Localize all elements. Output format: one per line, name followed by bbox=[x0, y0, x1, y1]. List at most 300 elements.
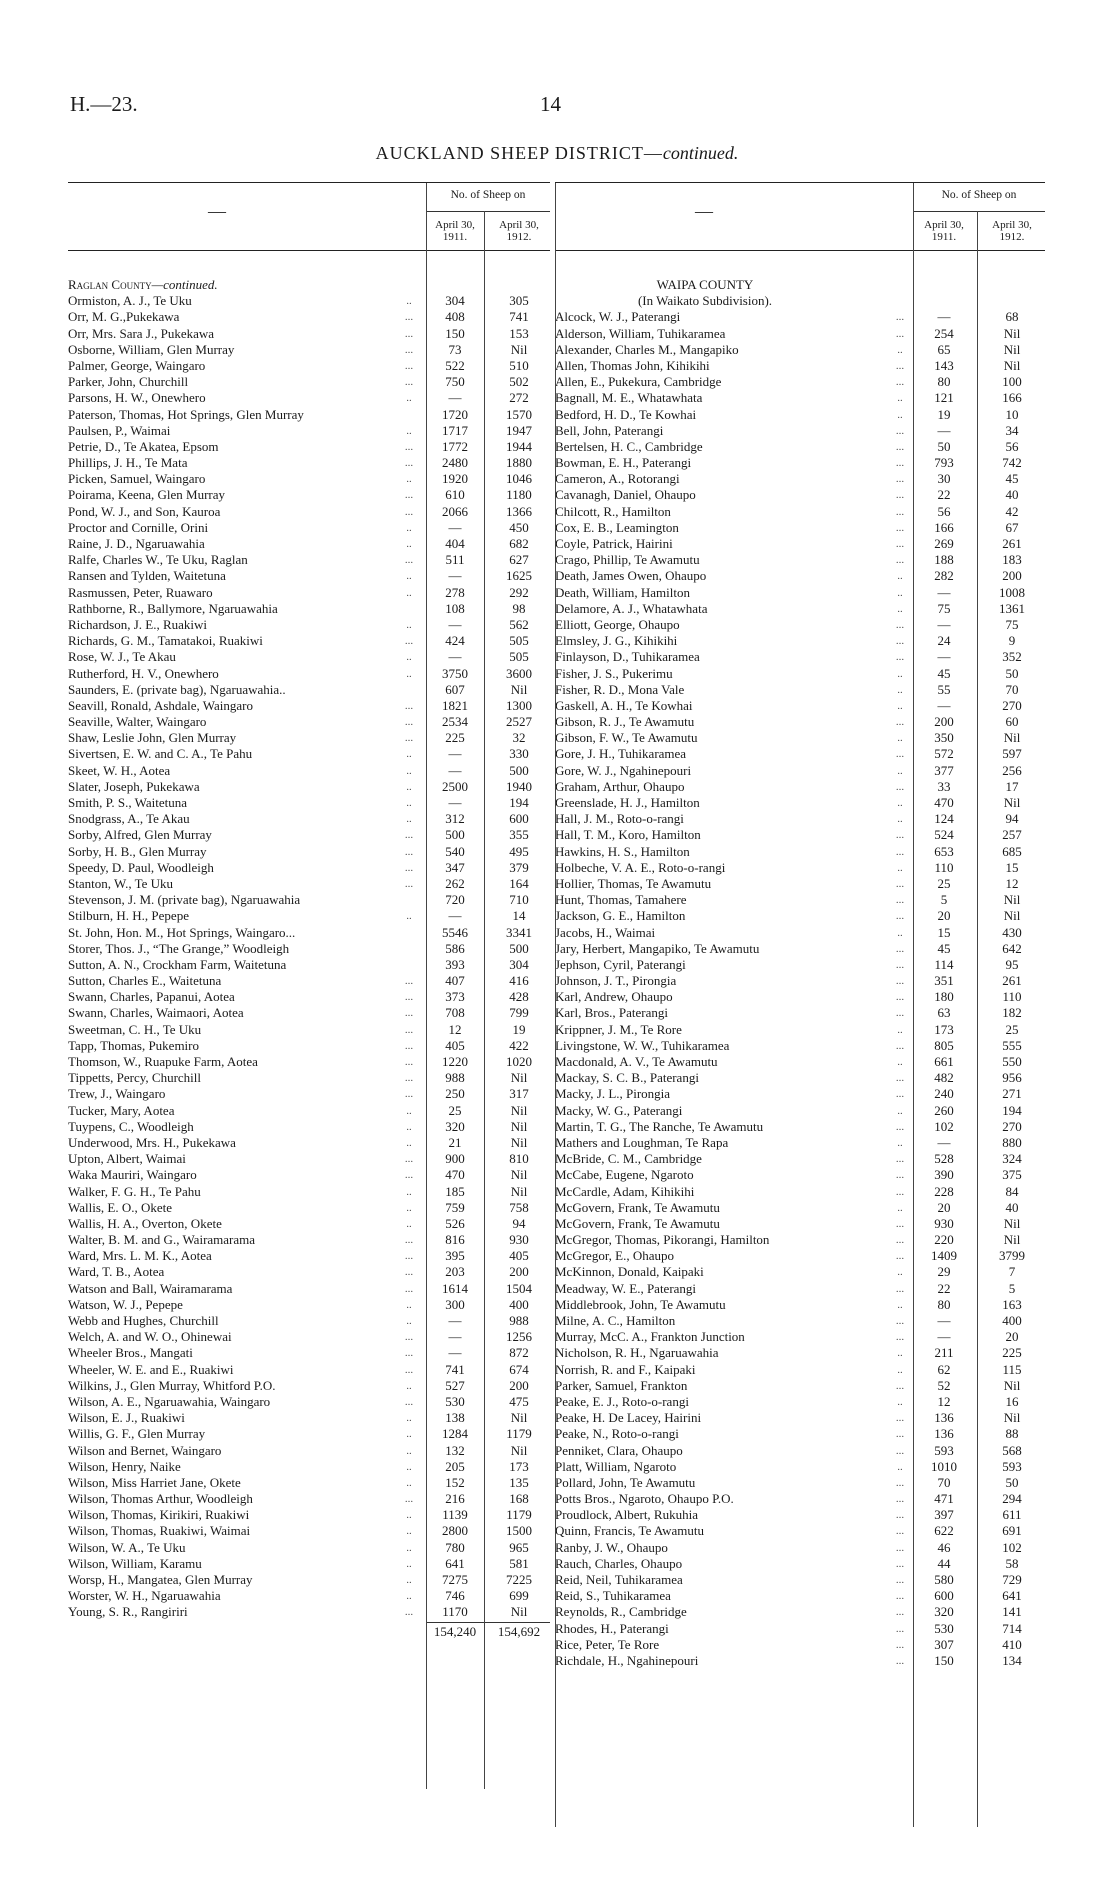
sheep-1912: 600 bbox=[509, 811, 529, 827]
leader-dots: ... bbox=[404, 489, 414, 502]
sheep-1911: 250 bbox=[445, 1086, 465, 1102]
owner-name: Penniket, Clara, Ohaupo bbox=[555, 1442, 683, 1458]
leader-dots: .. bbox=[897, 699, 903, 712]
sheep-1912: Nil bbox=[510, 1410, 528, 1426]
sheep-1911: 19 bbox=[937, 406, 951, 422]
table-row bbox=[555, 876, 1045, 892]
sheep-1912: 510 bbox=[509, 357, 529, 373]
header-divider bbox=[484, 211, 485, 250]
table-row bbox=[68, 666, 550, 682]
table-row bbox=[68, 1394, 550, 1410]
sheep-1912: 1947 bbox=[506, 422, 532, 438]
sheep-1912: 3600 bbox=[506, 665, 532, 681]
sheep-1911: 80 bbox=[937, 374, 951, 390]
leader-dots: ... bbox=[895, 1606, 905, 1619]
table-row bbox=[68, 989, 550, 1005]
table-row bbox=[68, 552, 550, 568]
sheep-1911: — bbox=[937, 697, 951, 713]
table-row bbox=[555, 1103, 1045, 1119]
table-row bbox=[68, 827, 550, 843]
sheep-1911: — bbox=[448, 616, 462, 632]
owner-name: McKinnon, Donald, Kaipaki bbox=[555, 1264, 704, 1280]
owner-name: Martin, T. G., The Ranche, Te Awamutu bbox=[555, 1118, 764, 1134]
sheep-1912: 400 bbox=[1002, 1313, 1022, 1328]
table-row bbox=[68, 439, 550, 455]
owner-name: Livingstone, W. W., Tuhikaramea bbox=[555, 1037, 730, 1053]
sheep-1911: 1409 bbox=[931, 1248, 957, 1264]
owner-name: Orr, M. G.,Pukekawa bbox=[68, 309, 180, 325]
table-row bbox=[555, 666, 1045, 682]
sheep-1912: 562 bbox=[509, 616, 529, 632]
leader-dots: .. bbox=[406, 538, 412, 550]
owner-name: Wilson, Thomas Arthur, Woodleigh bbox=[68, 1491, 253, 1507]
header-group-rule bbox=[426, 211, 550, 212]
sheep-1912: Nil bbox=[1003, 357, 1021, 373]
sheep-1912: Nil bbox=[1003, 1377, 1021, 1393]
sheep-1912: 1940 bbox=[506, 778, 532, 794]
leader-dots: ... bbox=[404, 716, 414, 729]
header-group-label: No. of Sheep on bbox=[450, 189, 526, 201]
header-divider bbox=[977, 211, 978, 250]
table-row bbox=[555, 763, 1045, 779]
owner-name: Parsons, H. W., Onewhero bbox=[68, 390, 206, 406]
table-row bbox=[555, 455, 1045, 471]
owner-name: Hollier, Thomas, Te Awamutu bbox=[555, 875, 712, 891]
sheep-1911: 641 bbox=[445, 1555, 465, 1571]
table-row bbox=[68, 892, 550, 908]
sheep-1911: — bbox=[448, 908, 462, 924]
sheep-1912: 60 bbox=[1005, 714, 1019, 730]
owner-name: Proudlock, Albert, Rukuhia bbox=[555, 1507, 698, 1523]
leader-dots: .. bbox=[406, 586, 412, 599]
sheep-1911: 108 bbox=[445, 600, 465, 616]
table-row bbox=[555, 1588, 1045, 1604]
sheep-1911: 25 bbox=[448, 1102, 462, 1118]
table-row bbox=[68, 1167, 550, 1183]
sheep-1912: 292 bbox=[509, 584, 529, 600]
table-row bbox=[555, 1086, 1045, 1102]
owner-name: Rauch, Charles, Ohaupo bbox=[555, 1555, 683, 1571]
sheep-1911: 166 bbox=[934, 519, 954, 535]
table-row bbox=[68, 1151, 550, 1167]
table-row bbox=[68, 1491, 550, 1507]
total-1911: 154,240 bbox=[433, 1623, 477, 1639]
sheep-1911: 25 bbox=[937, 875, 951, 891]
sheep-1911: 720 bbox=[445, 892, 465, 908]
table-row bbox=[555, 1394, 1045, 1410]
leader-dots: ... bbox=[895, 489, 905, 502]
owner-name: Wilson, A. E., Ngaruawahia, Waingaro bbox=[68, 1393, 271, 1409]
sheep-1912: Nil bbox=[1003, 325, 1021, 341]
leader-dots: .. bbox=[406, 570, 412, 583]
owner-name: Wilson, William, Karamu bbox=[68, 1555, 202, 1571]
sheep-1911: 132 bbox=[445, 1442, 465, 1458]
sheep-1912: 500 bbox=[509, 762, 529, 778]
owner-name: Saunders, E. (private bag), Ngaruawahia.. bbox=[68, 681, 286, 697]
sheep-1912: 194 bbox=[509, 795, 529, 810]
owner-name: Allen, Thomas John, Kihikihi bbox=[555, 357, 710, 373]
leader-dots: ... bbox=[404, 1056, 414, 1068]
sheep-1912: 410 bbox=[1002, 1636, 1022, 1652]
owner-name: Webb and Hughes, Churchill bbox=[68, 1313, 219, 1328]
sheep-1911: 397 bbox=[934, 1507, 954, 1523]
leader-dots: ... bbox=[895, 538, 905, 550]
leader-dots: .. bbox=[406, 651, 412, 664]
table-row bbox=[68, 407, 550, 423]
leader-dots: ... bbox=[404, 1331, 414, 1344]
sheep-1912: 710 bbox=[509, 892, 529, 908]
owner-name: Skeet, W. H., Aotea bbox=[68, 762, 171, 778]
table-row bbox=[68, 1216, 550, 1232]
sheep-1911: 307 bbox=[934, 1636, 954, 1652]
sheep-1911: — bbox=[448, 762, 462, 778]
table-row bbox=[555, 1540, 1045, 1556]
table-row bbox=[555, 1523, 1045, 1539]
sheep-1912: 880 bbox=[1002, 1134, 1022, 1150]
sheep-1911: — bbox=[448, 795, 462, 810]
sheep-1912: 173 bbox=[509, 1458, 529, 1474]
table-row bbox=[555, 1507, 1045, 1523]
owner-name: Wilson, W. A., Te Uku bbox=[68, 1539, 186, 1555]
owner-name: Jephson, Cyril, Paterangi bbox=[555, 956, 686, 972]
owner-name: McGovern, Frank, Te Awamutu bbox=[555, 1199, 720, 1215]
owner-name: Paterson, Thomas, Hot Springs, Glen Murray bbox=[68, 406, 304, 422]
owner-name: Bedford, H. D., Te Kowhai bbox=[555, 406, 697, 422]
owner-name: Meadway, W. E., Paterangi bbox=[555, 1280, 697, 1296]
leader-dots: ... bbox=[895, 1072, 905, 1085]
sheep-1912: 324 bbox=[1002, 1151, 1022, 1167]
leader-dots: .. bbox=[406, 521, 412, 534]
sheep-1912: 3799 bbox=[999, 1248, 1025, 1264]
owner-name: Death, William, Hamilton bbox=[555, 584, 690, 600]
sheep-1911: 404 bbox=[445, 536, 465, 551]
table-row bbox=[68, 585, 550, 601]
leader-dots: ... bbox=[895, 1007, 905, 1020]
leader-dots: ... bbox=[404, 376, 414, 389]
sheep-1912: 166 bbox=[1002, 390, 1022, 406]
right-table bbox=[555, 182, 1045, 1669]
leader-dots: ... bbox=[404, 1007, 414, 1020]
sheep-1912: 1361 bbox=[999, 600, 1025, 616]
owner-name: Middlebrook, John, Te Awamutu bbox=[555, 1296, 726, 1312]
leader-dots: ... bbox=[895, 1541, 905, 1554]
leader-dots: ... bbox=[895, 1282, 905, 1295]
sheep-1911: 347 bbox=[445, 859, 465, 875]
sheep-1912: 95 bbox=[1005, 956, 1019, 972]
owner-name: McCardle, Adam, Kihikihi bbox=[555, 1183, 695, 1199]
leader-dots: .. bbox=[897, 570, 903, 583]
leader-dots: .. bbox=[897, 764, 903, 777]
owner-name: Richards, G. M., Tamatakoi, Ruakiwi bbox=[68, 633, 263, 649]
sheep-1911: 55 bbox=[937, 681, 951, 697]
table-row bbox=[68, 1410, 550, 1426]
sheep-1912: 98 bbox=[512, 600, 526, 616]
table-row bbox=[68, 1248, 550, 1264]
leader-dots: ... bbox=[895, 1250, 905, 1263]
table-row bbox=[68, 1362, 550, 1378]
section-subheading: (In Waikato Subdivision). bbox=[637, 293, 773, 309]
table-row bbox=[68, 1200, 550, 1216]
sheep-1912: 682 bbox=[509, 536, 529, 551]
owner-name: Waka Mauriri, Waingaro bbox=[68, 1167, 197, 1183]
leader-dots: .. bbox=[897, 1023, 903, 1036]
sheep-1912: Nil bbox=[1003, 1232, 1021, 1248]
owner-name: Pollard, John, Te Awamutu bbox=[555, 1474, 696, 1490]
sheep-1912: 134 bbox=[1002, 1652, 1022, 1668]
left-table bbox=[68, 182, 550, 1643]
leader-dots: .. bbox=[406, 1525, 412, 1538]
sheep-1911: 408 bbox=[445, 309, 465, 325]
leader-dots: ... bbox=[895, 505, 905, 518]
sheep-1911: 527 bbox=[445, 1377, 465, 1393]
leader-dots: .. bbox=[406, 1379, 412, 1392]
table-row bbox=[68, 1054, 550, 1070]
table-row bbox=[555, 908, 1045, 924]
leader-dots: ... bbox=[895, 991, 905, 1004]
owner-name: Raine, J. D., Ngaruawahia bbox=[68, 536, 205, 551]
table-row bbox=[555, 568, 1045, 584]
table-row bbox=[555, 1637, 1045, 1653]
sheep-1912: 19 bbox=[512, 1021, 526, 1037]
owner-name: Reid, Neil, Tuhikaramea bbox=[555, 1572, 683, 1587]
table-row bbox=[68, 471, 550, 487]
leader-dots: ... bbox=[895, 554, 905, 567]
leader-dots: ... bbox=[895, 877, 905, 890]
leader-dots: ... bbox=[404, 554, 414, 567]
owner-name: Petrie, D., Te Akatea, Epsom bbox=[68, 438, 219, 454]
table-row bbox=[68, 1022, 550, 1038]
column-rule bbox=[484, 249, 485, 1789]
leader-dots: .. bbox=[897, 1298, 903, 1311]
sheep-1911: 500 bbox=[445, 827, 465, 843]
sheep-1912: 1256 bbox=[506, 1329, 532, 1345]
sheep-1911: 225 bbox=[445, 730, 465, 746]
sheep-1911: 240 bbox=[934, 1086, 954, 1102]
page-title bbox=[0, 143, 1114, 164]
owner-name: Stilburn, H. H., Pepepe bbox=[68, 908, 189, 924]
sheep-1911: 900 bbox=[445, 1151, 465, 1167]
table-row bbox=[555, 536, 1045, 552]
table-row bbox=[68, 763, 550, 779]
owner-name: Ward, Mrs. L. M. K., Aotea bbox=[68, 1248, 212, 1264]
totals-row bbox=[68, 1621, 550, 1643]
sheep-1911: 300 bbox=[445, 1296, 465, 1312]
leader-dots: ... bbox=[895, 1185, 905, 1198]
sheep-1912: 183 bbox=[1002, 552, 1022, 568]
column-rule bbox=[913, 249, 914, 1827]
sheep-1912: 164 bbox=[509, 875, 529, 891]
leader-dots: ... bbox=[404, 1282, 414, 1295]
owner-name: Macdonald, A. V., Te Awamutu bbox=[555, 1054, 718, 1069]
sheep-1911: 46 bbox=[937, 1539, 951, 1555]
sheep-1911: 780 bbox=[445, 1539, 465, 1555]
leader-dots: .. bbox=[406, 1509, 412, 1522]
sheep-1912: 135 bbox=[509, 1474, 529, 1490]
sheep-1911: 7275 bbox=[442, 1572, 468, 1587]
sheep-1911: 2800 bbox=[442, 1523, 468, 1539]
owner-name: Cavanagh, Daniel, Ohaupo bbox=[555, 487, 696, 503]
sheep-1912: 200 bbox=[1002, 568, 1022, 584]
owner-name: Johnson, J. T., Pirongia bbox=[555, 973, 677, 989]
owner-name: Tippetts, Percy, Churchill bbox=[68, 1070, 202, 1086]
table-row bbox=[68, 1232, 550, 1248]
sheep-1912: 32 bbox=[512, 730, 526, 746]
leader-dots: .. bbox=[897, 1104, 903, 1117]
leader-dots: .. bbox=[406, 667, 412, 680]
table-row bbox=[68, 682, 550, 698]
leader-dots: .. bbox=[406, 1444, 412, 1457]
sheep-1912: 1944 bbox=[506, 438, 532, 454]
owner-name: Tuypens, C., Woodleigh bbox=[68, 1118, 194, 1134]
owner-name: Cameron, A., Rotorangi bbox=[555, 471, 680, 487]
leader-dots: ... bbox=[404, 1234, 414, 1247]
sheep-1911: — bbox=[448, 746, 462, 762]
leader-dots: .. bbox=[897, 1136, 903, 1149]
owner-name: Bowman, E. H., Paterangi bbox=[555, 455, 692, 471]
owner-name: Fisher, J. S., Pukerimu bbox=[555, 665, 673, 681]
table-row bbox=[555, 795, 1045, 811]
sheep-1911: 407 bbox=[445, 973, 465, 989]
owner-name: Wheeler Bros., Mangati bbox=[68, 1345, 193, 1361]
sheep-1911: 816 bbox=[445, 1232, 465, 1248]
sheep-1912: 691 bbox=[1002, 1523, 1022, 1539]
sheep-1912: 257 bbox=[1002, 827, 1022, 843]
sheep-1911: 470 bbox=[445, 1167, 465, 1183]
leader-dots: .. bbox=[406, 748, 412, 761]
owner-name: Paulsen, P., Waimai bbox=[68, 422, 171, 438]
sheep-1912: 12 bbox=[1005, 875, 1019, 891]
leader-dots: ... bbox=[404, 505, 414, 518]
table-row bbox=[555, 1248, 1045, 1264]
sheep-1911: 424 bbox=[445, 633, 465, 649]
owner-name: Watson and Ball, Wairamarama bbox=[68, 1280, 233, 1296]
leader-dots: ... bbox=[404, 861, 414, 874]
table-row bbox=[68, 1426, 550, 1442]
sheep-1911: 22 bbox=[937, 1280, 951, 1296]
table-row bbox=[555, 1443, 1045, 1459]
sheep-1911: 21 bbox=[448, 1134, 462, 1150]
sheep-1911: 528 bbox=[934, 1151, 954, 1167]
sheep-1912: 714 bbox=[1002, 1620, 1022, 1636]
table-row bbox=[68, 520, 550, 536]
sheep-1911: 540 bbox=[445, 843, 465, 859]
sheep-1912: 330 bbox=[509, 746, 529, 762]
table-row bbox=[555, 1426, 1045, 1442]
table-row bbox=[555, 358, 1045, 374]
table-row bbox=[68, 1086, 550, 1102]
table-row bbox=[555, 1232, 1045, 1248]
table-row bbox=[555, 1119, 1045, 1135]
sheep-1912: 50 bbox=[1005, 665, 1019, 681]
table-row bbox=[68, 1604, 550, 1620]
sheep-1911: 593 bbox=[934, 1442, 954, 1458]
sheep-1911: — bbox=[937, 309, 951, 325]
leader-dots: .. bbox=[897, 1347, 903, 1360]
leader-dots: ... bbox=[895, 1493, 905, 1506]
leader-dots: ... bbox=[404, 877, 414, 890]
owner-name: Graham, Arthur, Ohaupo bbox=[555, 778, 685, 794]
leader-dots: ... bbox=[404, 975, 414, 988]
header-col-1912: April 30, 1912. bbox=[992, 219, 1032, 243]
sheep-1912: 1179 bbox=[506, 1426, 532, 1442]
sheep-1911: — bbox=[937, 649, 951, 665]
sheep-1911: 708 bbox=[445, 1005, 465, 1021]
leader-dots: .. bbox=[897, 343, 903, 356]
sheep-1911: 29 bbox=[937, 1264, 951, 1280]
table-row bbox=[555, 1005, 1045, 1021]
leader-dots: .. bbox=[406, 1590, 412, 1603]
sheep-1912: 741 bbox=[509, 309, 529, 325]
owner-name: Upton, Albert, Waimai bbox=[68, 1151, 186, 1167]
leader-dots: .. bbox=[406, 1201, 412, 1214]
leader-dots: ... bbox=[404, 1153, 414, 1166]
leader-dots: ... bbox=[895, 1120, 905, 1133]
table-row bbox=[68, 730, 550, 746]
owner-name: Sweetman, C. H., Te Uku bbox=[68, 1021, 202, 1037]
owner-name: Rice, Peter, Te Rore bbox=[555, 1636, 660, 1652]
sheep-1912: 102 bbox=[1002, 1539, 1022, 1555]
leader-dots: .. bbox=[406, 1185, 412, 1198]
header-group-rule bbox=[913, 211, 1045, 212]
sheep-1912: Nil bbox=[510, 1183, 528, 1199]
leader-dots: ... bbox=[895, 1039, 905, 1052]
leader-dots: .. bbox=[406, 813, 412, 826]
owner-name: Poirama, Keena, Glen Murray bbox=[68, 487, 226, 503]
table-row bbox=[68, 1475, 550, 1491]
sheep-1912: 593 bbox=[1002, 1458, 1022, 1474]
leader-dots: .. bbox=[897, 797, 903, 809]
sheep-1911: 200 bbox=[934, 714, 954, 730]
table-row bbox=[555, 552, 1045, 568]
leader-dots: ... bbox=[895, 1622, 905, 1635]
sheep-1911: 211 bbox=[934, 1345, 954, 1361]
leader-dots: .. bbox=[897, 1201, 903, 1214]
sheep-1911: 75 bbox=[937, 600, 951, 616]
owner-name: Parker, Samuel, Frankton bbox=[555, 1377, 688, 1393]
table-row bbox=[555, 1475, 1045, 1491]
sheep-1911: 805 bbox=[934, 1037, 954, 1053]
owner-name: Holbeche, V. A. E., Roto-o-rangi bbox=[555, 859, 726, 875]
leader-dots: ... bbox=[895, 635, 905, 648]
table-row bbox=[555, 1653, 1045, 1669]
sheep-1911: 586 bbox=[445, 940, 465, 956]
sheep-1911: 110 bbox=[934, 859, 954, 875]
owner-name: Nicholson, R. H., Ngaruawahia bbox=[555, 1345, 719, 1361]
sheep-1911: 1614 bbox=[442, 1280, 468, 1296]
sheep-1912: 56 bbox=[1005, 438, 1019, 454]
leader-dots: ... bbox=[895, 327, 905, 340]
owner-name: Reynolds, R., Cambridge bbox=[555, 1604, 687, 1620]
sheep-1912: 15 bbox=[1005, 859, 1019, 875]
table-row bbox=[68, 1572, 550, 1588]
table-row bbox=[68, 714, 550, 730]
table-row bbox=[68, 746, 550, 762]
leader-dots: ... bbox=[404, 1347, 414, 1360]
sheep-1912: 956 bbox=[1002, 1070, 1022, 1086]
sheep-1912: 1020 bbox=[506, 1054, 532, 1069]
leader-dots: ... bbox=[895, 359, 905, 372]
table-row bbox=[68, 779, 550, 795]
owner-name: Pond, W. J., and Son, Kauroa bbox=[68, 503, 221, 519]
leader-dots: .. bbox=[897, 732, 903, 745]
table-row bbox=[68, 1443, 550, 1459]
table-row bbox=[68, 293, 550, 309]
sheep-1912: 294 bbox=[1002, 1491, 1022, 1507]
owner-name: Storer, Thos. J., “The Grange,” Woodleigh bbox=[68, 940, 290, 956]
table-row bbox=[555, 601, 1045, 617]
sheep-1912: 1504 bbox=[506, 1280, 532, 1296]
owner-name: Murray, McC. A., Frankton Junction bbox=[555, 1329, 745, 1345]
